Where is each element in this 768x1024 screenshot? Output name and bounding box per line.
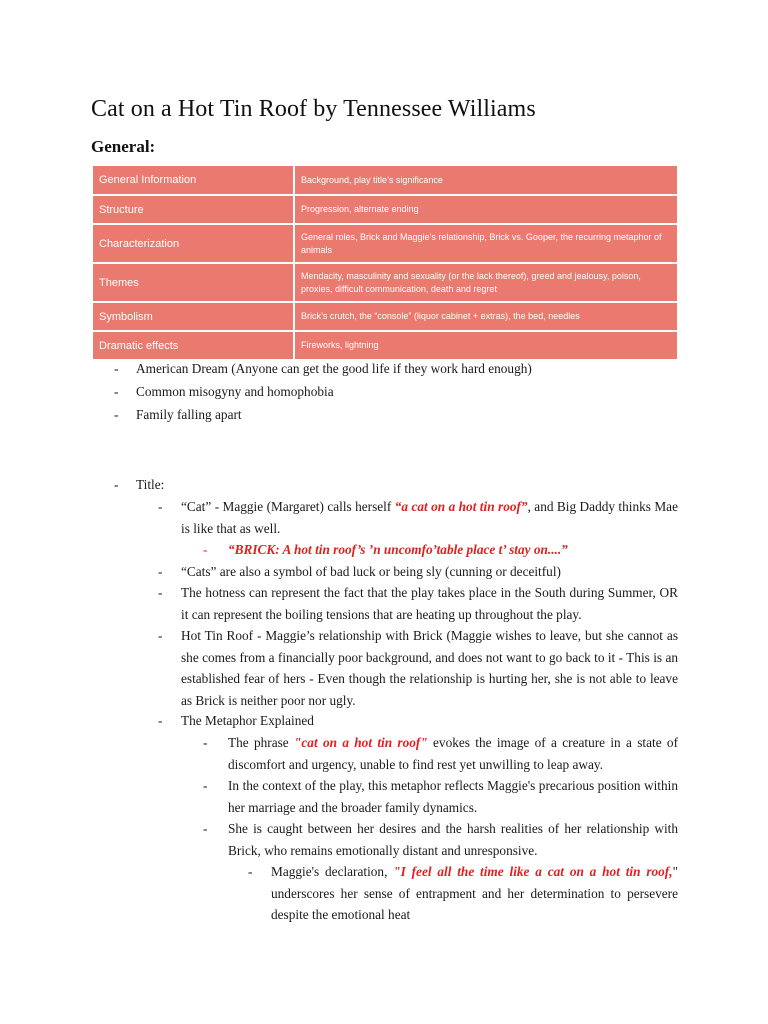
declaration-text: Maggie's declaration, [271,864,394,879]
metaphor-heading: The Metaphor Explained [181,713,314,728]
table-cell-label: General Information [92,165,294,195]
cat-line [181,496,678,539]
bullet-family: Family falling apart [136,407,242,422]
table-cell-value: Progression, alternate ending [294,195,678,224]
phrase-line [228,732,678,775]
bullet-dash: - [158,499,163,514]
table-cell-value: General roles, Brick and Maggie’s relationship, Brick vs. Gooper, the recurring metaphor of animals [294,224,678,263]
table-cell-label: Structure [92,195,294,224]
table-cell-label: Dramatic effects [92,331,294,360]
phrase-line-text-after: evokes the image of a creature in a state of discomfort and urgency, unable to find rest yet unwilling to leap away. [228,735,678,772]
hotness-line: The hotness can represent the fact that the play takes place in the South during Summer, OR it can represent the boiling tensions that are heating up throughout the play. [181,585,678,622]
table-row [92,302,678,331]
declaration-line [271,861,678,926]
roof-line: Hot Tin Roof - Maggie’s relationship with Brick (Maggie wishes to leave, but she cannot as she comes from a financially poor background, and does not want to go back to it - This is an established fear of hers - Even though the relationship is hurting her, she is not able to leave as Brick is neither poor nor ugly. [181,628,678,708]
cat-quote: “a cat on a hot tin roof” [394,499,528,514]
table-row [92,224,678,263]
table-cell-value: Mendacity, masculinity and sexuality (or the lack thereof), greed and jealousy, poison, proxies, difficult communication, death and regret [294,263,678,302]
table-cell-value: Fireworks, lightning [294,331,678,360]
phrase-quote: "cat on a hot tin roof" [294,735,428,750]
table-cell-label: Symbolism [92,302,294,331]
table-row [92,331,678,360]
bullet-american-dream: American Dream (Anyone can get the good life if they work hard enough) [136,361,532,376]
brick-quote: “BRICK: A hot tin roof’s ’n uncomfo’table place t’ stay on....” [228,542,568,557]
cat-line-text: “Cat” - Maggie (Margaret) calls herself [181,499,395,514]
bullet-dash: - [248,864,253,879]
bullet-misogyny: Common misogyny and homophobia [136,384,334,399]
overview-table [91,164,679,361]
title-label: Title: [136,477,165,492]
table-row [92,165,678,195]
document-title: Cat on a Hot Tin Roof by Tennessee Williams [91,96,536,122]
bullet-dash: - [158,585,163,600]
declaration-quote: "I feel all the time like a cat on a hot tin roof, [393,864,673,879]
section-heading-general: General: [91,137,156,156]
bullet-dash: - [203,735,208,750]
table-cell-value: Background, play title’s significance [294,165,678,195]
bullet-dash: - [203,821,208,836]
bullet-dash: - [114,384,119,399]
table-cell-label: Themes [92,263,294,302]
table-row [92,195,678,224]
bullet-dash: - [114,361,119,376]
bullet-dash: - [158,628,163,643]
phrase-line-text: The phrase [228,735,295,750]
bullet-dash: - [203,542,208,557]
cat-line-text-after: , and Big Daddy thinks Mae is like that as well. [181,499,678,536]
bullet-dash: - [114,477,119,492]
table-cell-label: Characterization [92,224,294,263]
caught-line: She is caught between her desires and the harsh realities of her relationship with Brick, who remains emotionally distant and unresponsive. [228,821,678,858]
table-row [92,263,678,302]
bullet-dash: - [203,778,208,793]
context-line: In the context of the play, this metaphor reflects Maggie's precarious position within her marriage and the broader family dynamics. [228,778,678,815]
bullet-dash: - [158,564,163,579]
bullet-dash: - [114,407,119,422]
table-cell-value: Brick’s crutch, the “console” (liquor cabinet + extras), the bed, needles [294,302,678,331]
bullet-dash: - [158,713,163,728]
cats-line: “Cats” are also a symbol of bad luck or being sly (cunning or deceitful) [181,564,561,579]
declaration-text-after: " underscores her sense of entrapment and her determination to persevere despite the emotional heat [271,864,678,922]
